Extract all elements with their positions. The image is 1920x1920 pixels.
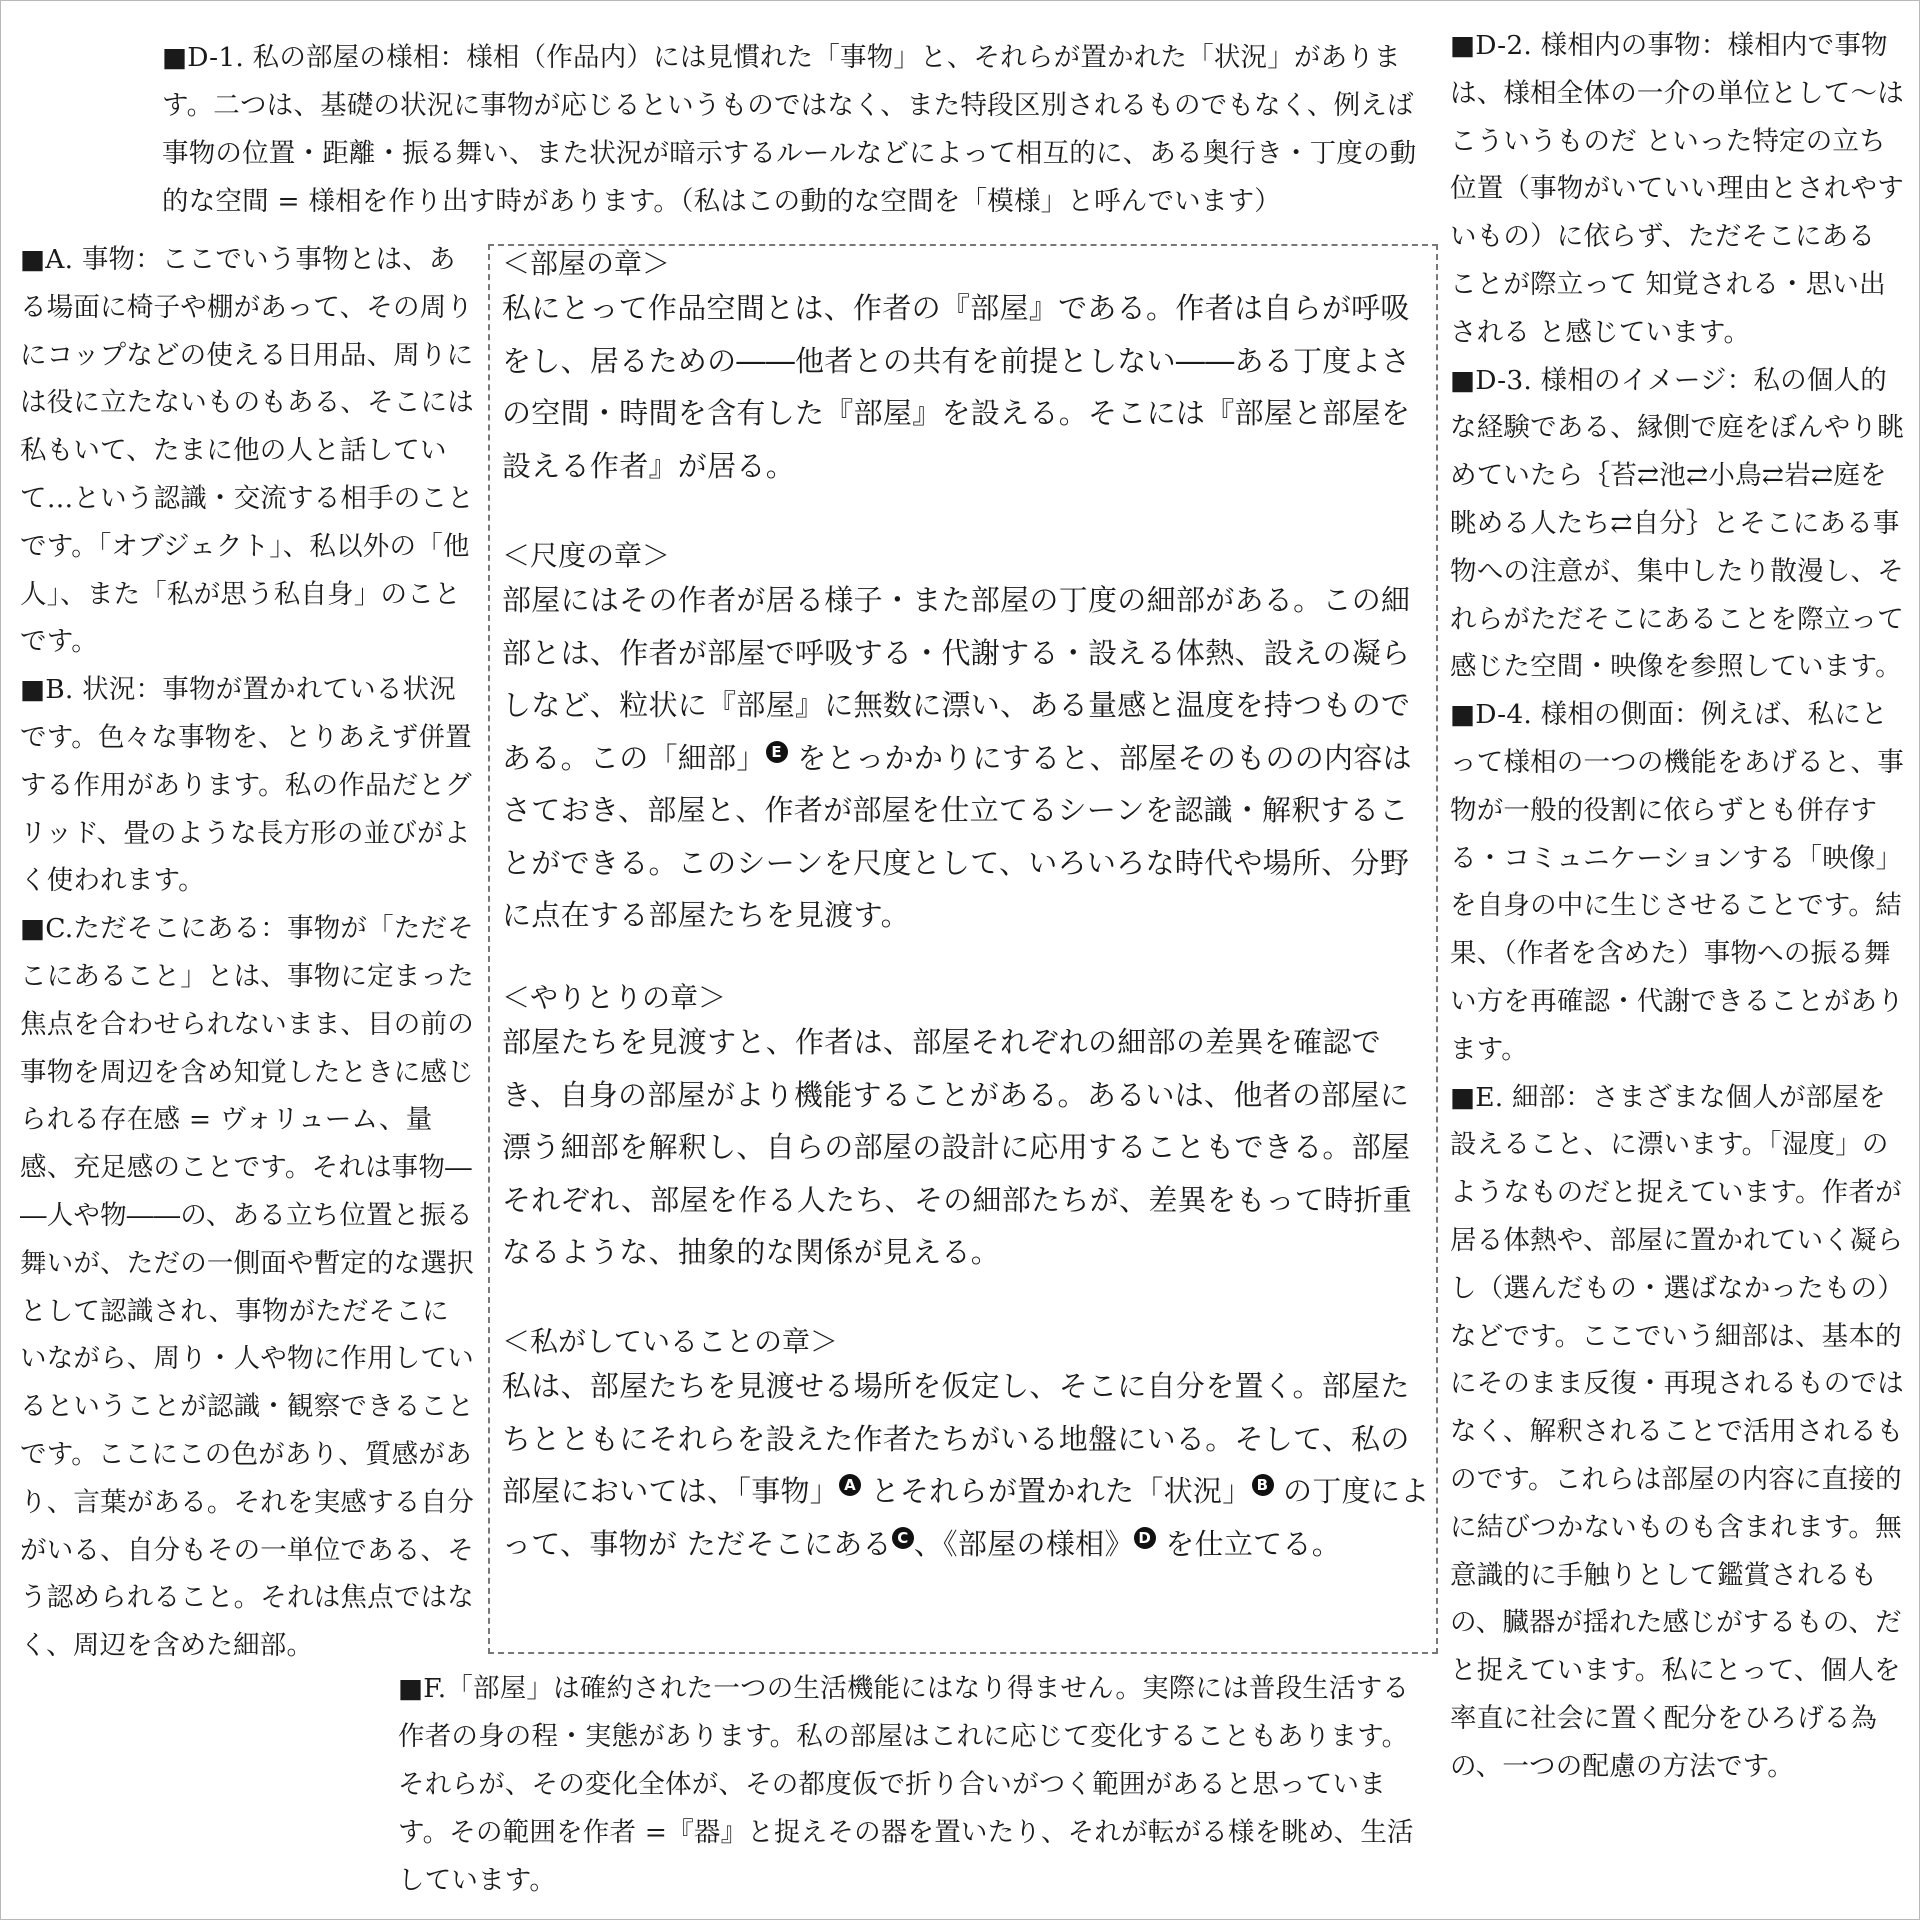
central-chapters-box [488,244,1438,1654]
chapter-scale [502,538,1432,942]
chapter-exchange-heading: ＜やりとりの章＞ [502,981,727,1014]
chapter-scale-heading: ＜尺度の章＞ [502,539,671,572]
chapter-mine-text-3: の丁度によって、事物が ただそこにある [502,1474,1430,1561]
chapter-mine-text-4: 、《部屋の様相》 [913,1526,1134,1561]
chapter-scale-text-1: 部屋にはその作者が居る様子・また部屋の丁度の細部がある。この細部とは、作者が部屋で呼吸する・代謝する・設える体熱、設えの凝らしなど、粒状に『部屋』に無数に漂い、ある量感と温度を持つものである。この「細部」 [502,583,1411,775]
chapter-exchange [502,980,1432,1279]
ref-d-badge: D [1134,1527,1156,1549]
chapter-mine-text-2: とそれらが置かれた「状況」 [861,1474,1252,1508]
chapter-mine-text [502,1360,1432,1570]
chapter-room-text: 私にとって作品空間とは、作者の『部屋』である。作者は自らが呼吸をし、居るための――他者との共有を前提としない――ある丁度よさの空間・時間を含有した『部屋』を設える。そこには『部屋と部屋を設える作者』が居る。 [502,291,1411,483]
chapter-room [502,246,1432,492]
chapter-exchange-text: 部屋たちを見渡すと、作者は、部屋それぞれの細部の差異を確認でき、自身の部屋がより機能することがある。あるいは、他者の部屋に漂う細部を解釈し、自らの部屋の設計に応用することもできる。部屋それぞれ、部屋を作る人たち、その細部たちが、差異をもって時折重なるような、抽象的な関係が見える。 [502,1025,1413,1269]
note-f: ■F.「部屋」は確約された一つの生活機能にはなり得ません。実際には普段生活する作者の身の程・実態があります。私の部屋はこれに応じて変化することもあります。それらが、その変化全体が、その都度仮で折り合いがつく範囲があると思っています。その範囲を作者 =『器』と捉えその器を置いたり、それが転がる様を眺め、生活しています。 [398,1673,1414,1896]
chapter-mine-text-5: を仕立てる。 [1155,1526,1342,1561]
chapter-mine-text-1: 私は、部屋たちを見渡せる場所を仮定し、そこに自分を置く。部屋たちとともにそれらを設えた作者たちがいる地盤にいる。そして、私の部屋においては、「事物」 [502,1369,1410,1508]
chapter-scale-text [502,574,1432,942]
chapter-mine [502,1324,1432,1570]
chapter-room-heading: ＜部屋の章＞ [502,247,671,280]
ref-a-badge: A [839,1474,861,1496]
notes-right-column: ■D-2. 様相内の事物：様相内で事物は、様相全体の一介の単位として～はこういうものだ といった特定の立ち位置（事物がいていい理由とされやすいもの）に依らず、ただそこにある ことが際立って 知覚される・思い出される と感じています。 ■D-3. 様相のイメージ：私の個人的な経験である、縁側で庭をぼんやり眺めていたら｛苔⇄池⇄小鳥⇄岩⇄庭を眺める人たち⇄自分｝とそこにある事物への注意が、集中したり散漫し、それらがただそこにあることを際立って感じた空間・映像を参照しています。 ■D-4. 様相の側面：例えば、私にとって様相の一つの機能をあげると、事物が一般的役割に依らずとも併存する・コミュニケーションする「映像」を自身の中に生じさせることです。結果、（作者を含めた）事物への振る舞い方を再確認・代謝できることがあります。 ■E. 細部：さまざまな個人が部屋を設えること、に漂います。「湿度」のようなものだと捉えています。作者が居る体熱や、部屋に置かれていく凝らし（選んだもの・選ばなかったもの）などです。ここでいう細部は、基本的にそのまま反復・再現されるものではなく、解釈されることで活用されるものです。これらは部屋の内容に直接的に結びつかないものも含まれます。無意識的に手触りとして鑑賞されるもの、臓器が揺れた感じがするもの、だと捉えています。私にとって、個人を率直に社会に置く配分をひろげる為の、一つの配慮の方法です。 [1450,30,1904,1782]
notes-left-column: ■A. 事物：ここでいう事物とは、ある場面に椅子や棚があって、その周りにコップなどの使える日用品、周りには役に立たないものもある、そこには私もいて、たまに他の人と話していて…という認識・交流する相手のことです。「オブジェクト」、私以外の「他人」、また「私が思う私自身」のことです。 ■B. 状況：事物が置かれている状況です。色々な事物を、とりあえず併置する作用があります。私の作品だとグリッド、畳のような長方形の並びがよく使われます。 ■C.ただそこにある：事物が「ただそこにあること」とは、事物に定まった焦点を合わせられないまま、目の前の事物を周辺を含め知覚したときに感じられる存在感 = ヴォリューム、量感、充足感のことです。それは事物――人や物――の、ある立ち位置と振る舞いが、ただの一側面や暫定的な選択として認識され、事物がただそこにいながら、周り・人や物に作用しているということが認識・観察できることです。ここにこの色があり、質感があり、言葉がある。それを実感する自分がいる、自分もその一単位である、そう認められること。それは焦点ではなく、周辺を含めた細部。 [20,244,474,1662]
ref-c-badge: C [892,1527,914,1549]
chapter-mine-heading: ＜私がしていることの章＞ [502,1325,839,1358]
ref-e-badge: E [766,741,788,763]
note-d1: ■D-1. 私の部屋の様相：様相（作品内）には見慣れた「事物」と、それらが置かれた「状況」がありま す。二つは、基礎の状況に事物が応じるというものではなく、また特段区別されるものでもなく、例えば事物の位置・距離・振る舞い、また状況が暗示するルールなどによって相互的に、ある奥行き・丁度の動的な空間 = 様相を作り出す時があります。（私はこの動的な空間を「模様」と呼んでいます） [162,42,1417,217]
chapter-scale-text-2: をとっかかりにすると、部屋そのものの内容はさておき、部屋と、作者が部屋を仕立てるシーンを認識・解釈することができる。このシーンを尺度として、いろいろな時代や場所、分野に点在する部屋たちを見渡す。 [502,740,1412,932]
ref-b-badge: B [1252,1474,1274,1496]
